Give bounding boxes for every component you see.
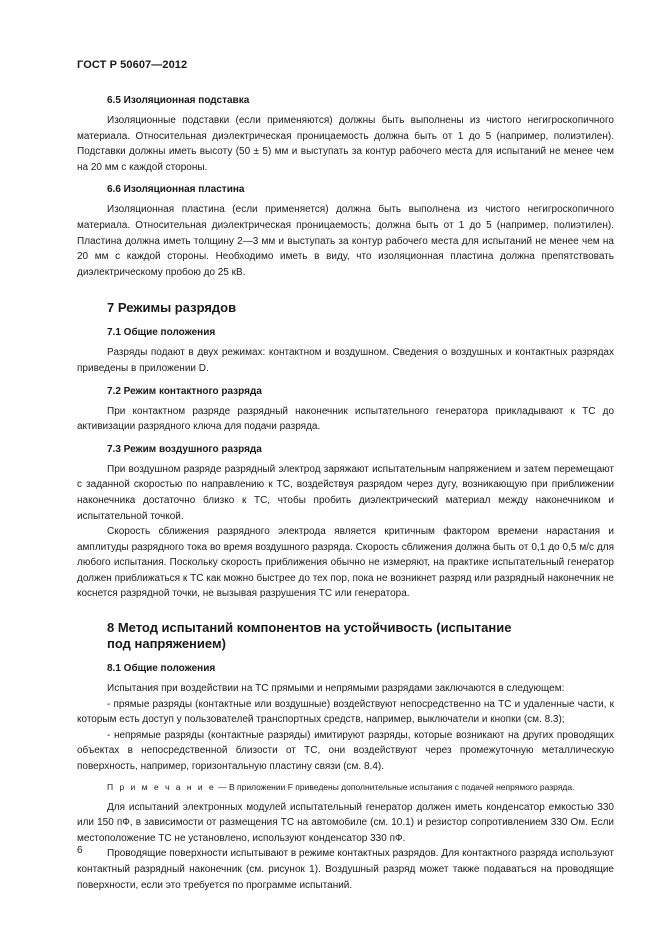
section-8-heading bbox=[107, 620, 614, 652]
section-7-1-paragraph: Разряды подают в двух режимах: контактном и воздушном. Сведения о воздушных и контактных разрядах приведены в приложении D. bbox=[77, 347, 614, 374]
section-7-3-paragraph-2: Скорость сближения разрядного электрода является критичным фактором времени нарастания и амплитуды разрядного тока во время воздушного разряда. Скорость сближения должна быть от 0,1 до 0,5 м/с для любого испытания. Поскольку скорость приближения обычно не измеряют, на практике испытательный генератор должен приближаться к ТС как можно быстрее до тех пор, пока не возникнет разряд или разрядный наконечник не коснется разрядной точки, не вызывая разрушения ТС или генератора. bbox=[77, 526, 614, 600]
page-number: 6 bbox=[77, 845, 83, 856]
section-7-1-heading: 7.1 Общие положения bbox=[107, 327, 216, 339]
section-7-heading: 7 Режимы разрядов bbox=[107, 300, 237, 316]
section-7-3-heading: 7.3 Режим воздушного разряда bbox=[107, 443, 262, 455]
section-8-1-list-item-1: - прямые разряды (контактные или воздушные) воздействуют непосредственно на ТС и удаленные части, к которым есть доступ у пользователей транспортных средств, например, выключатели и кнопки (см. 8.3); bbox=[77, 698, 614, 726]
section-8-heading-line-2: под напряжением) bbox=[107, 636, 226, 652]
section-7-2-paragraph: При контактном разряде разрядный наконечник испытательного генератора прикладывают к ТС до активизации разрядного ключа для подачи разряда. bbox=[77, 405, 614, 433]
section-8-1-heading: 8.1 Общие положения bbox=[107, 663, 216, 675]
section-8-heading-line-1: 8 Метод испытаний компонентов на устойчивость (испытание bbox=[107, 620, 512, 636]
section-8-1-paragraph-1: Испытания при воздействии на ТС прямыми и непрямыми разрядами заключаются в следующем: bbox=[107, 683, 565, 695]
section-6-6-heading: 6.6 Изоляционная пластина bbox=[107, 184, 245, 196]
section-8-1-paragraph-2: Для испытаний электронных модулей испытательный генератор должен иметь конденсатор емкостью 330 или 150 пФ, в зависимости от размещения ТС на автомобиле (см. 10.1) и резистор сопротивлением 330 Ом. Если местоположение ТС не установлено, используют конденсатор 330 пФ. bbox=[77, 801, 614, 844]
note bbox=[77, 781, 614, 794]
document-header: ГОСТ Р 50607—2012 bbox=[77, 59, 188, 71]
note-label: П р и м е ч а н и е bbox=[107, 781, 216, 792]
section-6-5-heading: 6.5 Изоляционная подставка bbox=[107, 95, 250, 106]
section-6-6-paragraph: Изоляционная пластина (если применяется) должна быть выполнена из чистого негигроскопичного материала. Относительная диэлектрическая проницаемость; должна быть от 1 до 5 (например, полиэтилен). Пластина должна иметь толщину 2—3 мм и выступать за контур рабочего места для испытаний не менее чем на 20 мм с каждой стороны. Необходимо иметь в виду, что изоляционная пластина должна препятствовать диэлектрическому пробою до 25 кВ. bbox=[77, 204, 614, 278]
section-8-1-paragraph-3: Проводящие поверхности испытывают в режиме контактных разрядов. Для контактного разряда используют контактный разрядный наконечник (см. рисунок 1). Воздушный разряд может также подаваться на проводящие поверхности, если это требуется по программе испытаний. bbox=[77, 848, 614, 891]
section-8-1-list-item-2: - непрямые разряды (контактные разряды) имитируют разряды, которые возникают на других проводящих объектах в непосредственной близости от ТС, они воздействуют через промежуточную металлическую поверхность, например, горизонтальную пластину связи (см. 8.4). bbox=[77, 729, 614, 773]
section-7-2-heading: 7.2 Режим контактного разряда bbox=[107, 385, 262, 397]
page-content bbox=[77, 80, 614, 893]
section-7-3-paragraph-1: При воздушном разряде разрядный электрод заряжают испытательным напряжением и затем перемещают с заданной скоростью по направлению к ТС, воздействуя разрядом через дугу, возникающую при приближении наконечника достаточно близко к ТС, чтобы пробить диэлектрический материал между наконечником и испытательной точкой. bbox=[77, 463, 614, 522]
section-6-5-paragraph: Изоляционные подставки (если применяются) должны быть выполнены из чистого негигроскопичного материала. Относительная диэлектрическая проницаемость должна быть от 1 до 5 (например, полиэтилен). Подставки должны иметь высоту (50 ± 5) мм и выступать за контур рабочего места для испытаний не менее чем на 20 мм с каждой стороны. bbox=[77, 115, 614, 173]
note-text: — В приложении F приведены дополнительные испытания с подачей непрямого разряда. bbox=[215, 781, 575, 792]
